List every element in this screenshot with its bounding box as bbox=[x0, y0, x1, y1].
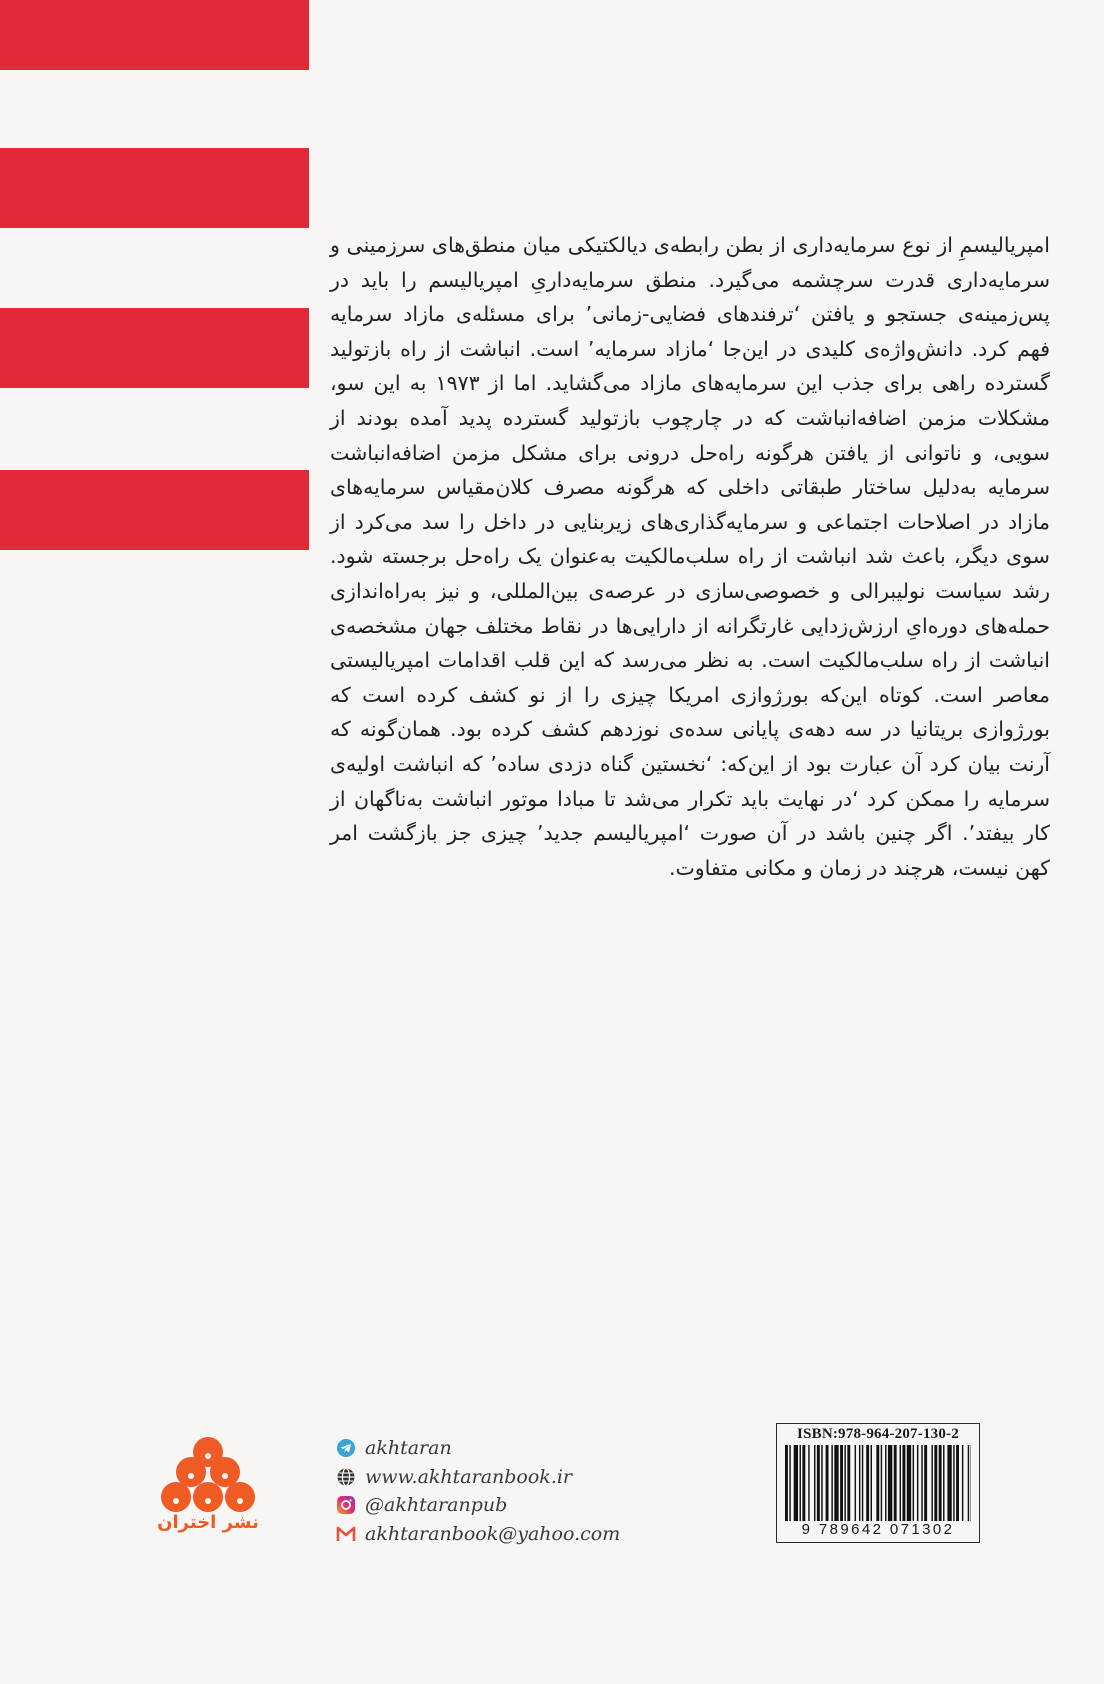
barcode-bar bbox=[939, 1445, 942, 1521]
back-cover-text: امپریالیسمِ از نوع سرمایه‌داری از بطن رابطه‌ی دیالکتیکی میان منطق‌های سرزمینی و سرمایه‌داری قدرت سرچشمه می‌گیرد. منطق سرمایه‌داریِ امپریالیسم را باید در پس‌زمینه‌ی جستجو و یافتن ‘ترفندهای فضایی-زمانی’ برای مسئله‌ی مازاد سرمایه فهم کرد. دانش‌واژه‌ی کلیدی در این‌جا ‘مازاد سرمایه’ است. انباشت از راه بازتولید گسترده راهی برای جذب این سرمایه‌های مازاد می‌گشاید. اما از ۱۹۷۳ به این سو، مشکلات مزمن اضافه‌انباشت که در چارچوب بازتولید گسترده پدید آمده بودند از سویی، و ناتوانی از یافتن هرگونه راه‌حل درونی برای مشکل مزمن اضافه‌انباشت سرمایه به‌دلیل ساختار طبقاتی داخلی که هرگونه مصرف کلان‌مقیاس سرمایه‌های مازاد در اصلاحات اجتماعی و سرمایه‌گذاری‌های زیربنایی در داخل را سد می‌کرد از سوی دیگر، باعث شد انباشت از راه سلب‌مالکیت به‌عنوان یک راه‌حل برجسته شود. رشد سیاست نولیبرالی و خصوصی‌سازی در عرصه‌ی بین‌المللی، و نیز به‌راه‌اندازی حمله‌های دوره‌ایِ ارزش‌زدایی غارتگرانه از دارایی‌ها در نقاط مختلف جهان مشخصه‌ی انباشت از راه سلب‌مالکیت است. به نظر می‌رسد که این قلب اقدامات امپریالیستی معاصر است. کوتاه این‌که بورژوازی امریکا چیزی را از نو کشف کرده است که بورژوازی بریتانیا در سه دهه‌ی پایانی سده‌ی نوزدهم کشف کرده بود. همان‌گونه که آرنت بیان کرد آن عبارت بود از این‌که: ‘نخستین گناه دزدی ساده’ که انباشت اولیه‌ی سرمایه را ممکن کرد ‘در نهایت باید تکرار می‌شد تا مبادا موتور انباشت به‌ناگهان از کار بیفتد’. اگر چنین باشد در آن صورت ‘امپریالیسم جدید’ چیزی جز بازگشت امر کهن نیست، هرچند در زمان و مکانی متفاوت. bbox=[330, 233, 1051, 880]
contact-email[interactable] bbox=[336, 1520, 676, 1549]
barcode-bar bbox=[907, 1445, 911, 1521]
barcode-bar bbox=[840, 1445, 843, 1521]
barcode-digits: 9 789642 071302 bbox=[801, 1521, 955, 1538]
barcode-bar bbox=[817, 1445, 820, 1521]
barcode-bar bbox=[834, 1445, 838, 1521]
barcode-bar bbox=[913, 1445, 914, 1521]
barcode-bar bbox=[968, 1445, 969, 1521]
barcode-bar bbox=[876, 1445, 879, 1521]
contact-email-text: akhtaranbook@yahoo.com bbox=[365, 1522, 621, 1545]
barcode-bar bbox=[847, 1445, 850, 1521]
barcode-bar bbox=[789, 1445, 790, 1521]
barcode-bar bbox=[894, 1445, 897, 1521]
red-stripe-4 bbox=[0, 470, 309, 550]
mail-icon bbox=[336, 1524, 356, 1544]
isbn-barcode bbox=[776, 1423, 980, 1543]
barcode-bar bbox=[943, 1445, 944, 1521]
barcode-bar bbox=[831, 1445, 832, 1521]
red-stripe-3 bbox=[0, 308, 309, 388]
barcode-bar bbox=[844, 1445, 845, 1521]
barcode-bar bbox=[931, 1445, 932, 1521]
barcode-bar bbox=[921, 1445, 922, 1521]
barcode-bar bbox=[855, 1445, 856, 1521]
contact-instagram-text: @akhtaranpub bbox=[365, 1494, 508, 1517]
barcode-bar bbox=[885, 1445, 886, 1521]
publisher-name: نشر اختران bbox=[157, 1512, 259, 1533]
barcode-bar bbox=[785, 1445, 788, 1521]
barcode-bar bbox=[814, 1445, 815, 1521]
barcode-bar bbox=[917, 1445, 918, 1521]
barcode-bar bbox=[962, 1445, 963, 1521]
barcode-bar bbox=[859, 1445, 860, 1521]
barcode-bar bbox=[924, 1445, 927, 1521]
barcode-bar bbox=[900, 1445, 901, 1521]
contact-instagram[interactable] bbox=[336, 1491, 676, 1520]
contact-website-text: www.akhtaranbook.ir bbox=[365, 1465, 573, 1488]
red-stripe-2 bbox=[0, 148, 309, 228]
instagram-icon bbox=[336, 1495, 356, 1515]
barcode-bar bbox=[794, 1445, 798, 1521]
barcode-bar bbox=[947, 1445, 951, 1521]
barcode-bar bbox=[821, 1445, 822, 1521]
telegram-icon bbox=[336, 1438, 356, 1458]
barcode-bar bbox=[956, 1445, 959, 1521]
barcode-bar bbox=[888, 1445, 892, 1521]
barcode-bar bbox=[866, 1445, 869, 1521]
shell-flower-logo bbox=[158, 1432, 258, 1552]
contact-telegram-text: akhtaran bbox=[365, 1437, 452, 1460]
contact-telegram[interactable] bbox=[336, 1434, 676, 1463]
barcode-bar bbox=[802, 1445, 805, 1521]
barcode-bar bbox=[934, 1445, 937, 1521]
barcode-bar bbox=[808, 1445, 809, 1521]
barcode-bar bbox=[800, 1445, 801, 1521]
barcode-bar bbox=[862, 1445, 863, 1521]
barcode-bar bbox=[902, 1445, 905, 1521]
red-stripe-1 bbox=[0, 0, 309, 70]
isbn-label: ISBN:978-964-207-130-2 bbox=[797, 1426, 959, 1442]
barcode-bar bbox=[871, 1445, 872, 1521]
barcode-bars bbox=[785, 1445, 971, 1521]
contact-list bbox=[336, 1434, 676, 1548]
contact-website[interactable] bbox=[336, 1463, 676, 1492]
barcode-bar bbox=[826, 1445, 829, 1521]
barcode-bar bbox=[881, 1445, 882, 1521]
globe-icon bbox=[336, 1467, 356, 1487]
barcode-bar bbox=[953, 1445, 954, 1521]
